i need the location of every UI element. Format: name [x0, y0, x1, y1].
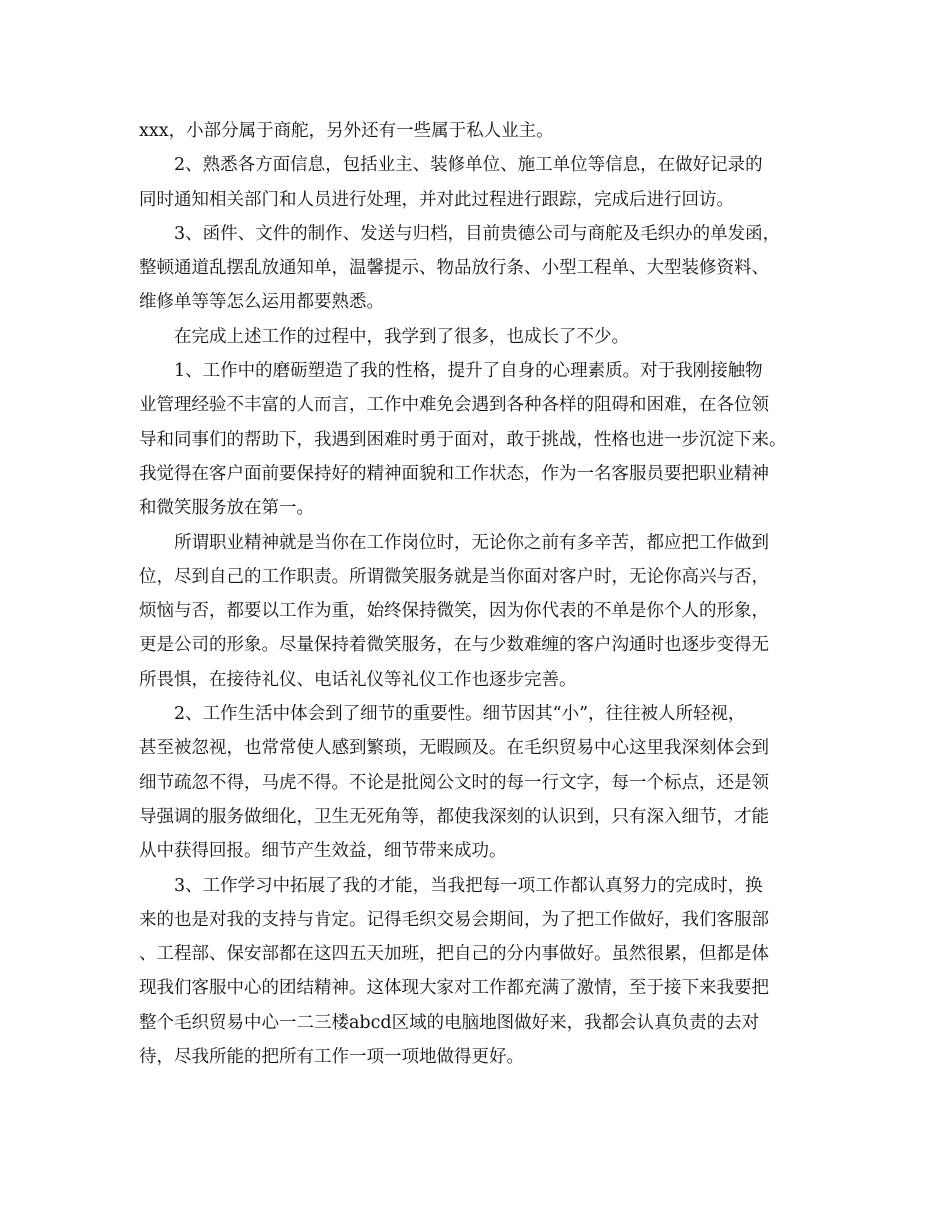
text-line: 同时通知相关部门和人员进行处理，并对此过程进行跟踪，完成后进行回访。 [139, 189, 734, 210]
document-body [139, 114, 819, 1074]
text-line: 和微笑服务放在第一。 [139, 498, 314, 519]
text-line: 来的也是对我的支持与肯定。记得毛织交易会期间，为了把工作做好，我们客服部 [139, 909, 769, 930]
text-line: 、工程部、保安部都在这四五天加班，把自己的分内事做好。虽然很累，但都是体 [139, 944, 769, 965]
text-line: xxx，小部分属于商舵，另外还有一些属于私人业主。 [139, 121, 554, 141]
text-line: 整顿通道乱摆乱放通知单，温馨提示、物品放行条、小型工程单、大型装修资料、 [139, 258, 769, 279]
text-line: 3、工作学习中拓展了我的才能，当我把每一项工作都认真努力的完成时，换 [174, 875, 763, 896]
text-line: 业管理经验不丰富的人而言，工作中难免会遇到各种各样的阻碍和困难，在各位领 [139, 395, 769, 416]
text-line: 细节疏忽不得，马虎不得。不论是批阅公文时的每一行文字，每一个标点，还是领 [139, 772, 769, 793]
text-line: 我觉得在客户面前要保持好的精神面貌和工作状态，作为一名客服员要把职业精神 [139, 463, 769, 484]
text-line: 2、熟悉各方面信息，包括业主、装修单位、施工单位等信息，在做好记录的 [174, 155, 763, 176]
text-line: 所畏惧，在接待礼仪、电话礼仪等礼仪工作也逐步完善。 [139, 669, 577, 690]
text-line: 从中获得回报。细节产生效益，细节带来成功。 [139, 841, 507, 862]
text-line: 在完成上述工作的过程中，我学到了很多，也成长了不少。 [174, 326, 629, 347]
text-line: 2、工作生活中体会到了细节的重要性。细节因其“小”，往往被人所轻视， [174, 704, 746, 725]
text-line: 更是公司的形象。尽量保持着微笑服务，在与少数难缠的客户沟通时也逐步变得无 [139, 635, 769, 656]
text-line: 导和同事们的帮助下，我遇到困难时勇于面对，敢于挑战，性格也进一步沉淀下来。 [139, 429, 787, 450]
text-line: 烦恼与否，都要以工作为重，始终保持微笑，因为你代表的不单是你个人的形象， [139, 601, 769, 622]
text-line: 维修单等等怎么运用都要熟悉。 [139, 292, 384, 313]
text-line: 甚至被忽视，也常常使人感到繁琐，无暇顾及。在毛织贸易中心这里我深刻体会到 [139, 738, 769, 759]
text-line: 整个毛织贸易中心一二三楼abcd区域的电脑地图做好来，我都会认真负责的去对 [139, 1012, 760, 1033]
text-line: 导强调的服务做细化，卫生无死角等，都使我深刻的认识到，只有深入细节，才能 [139, 806, 769, 827]
text-line: 1、工作中的磨砺塑造了我的性格，提升了自身的心理素质。对于我刚接触物 [174, 361, 763, 382]
text-line: 位，尽到自己的工作职责。所谓微笑服务就是当你面对客户时，无论你高兴与否， [139, 566, 769, 587]
text-line: 3、函件、文件的制作、发送与归档，目前贵德公司与商舵及毛织办的单发函， [174, 223, 781, 244]
text-line: 所谓职业精神就是当你在工作岗位时，无论你之前有多辛苦，都应把工作做到 [174, 532, 769, 553]
text-line: 现我们客服中心的团结精神。这体现大家对工作都充满了激情，至于接下来我要把 [139, 978, 769, 999]
text-line: 待，尽我所能的把所有工作一项一项地做得更好。 [139, 1047, 524, 1068]
